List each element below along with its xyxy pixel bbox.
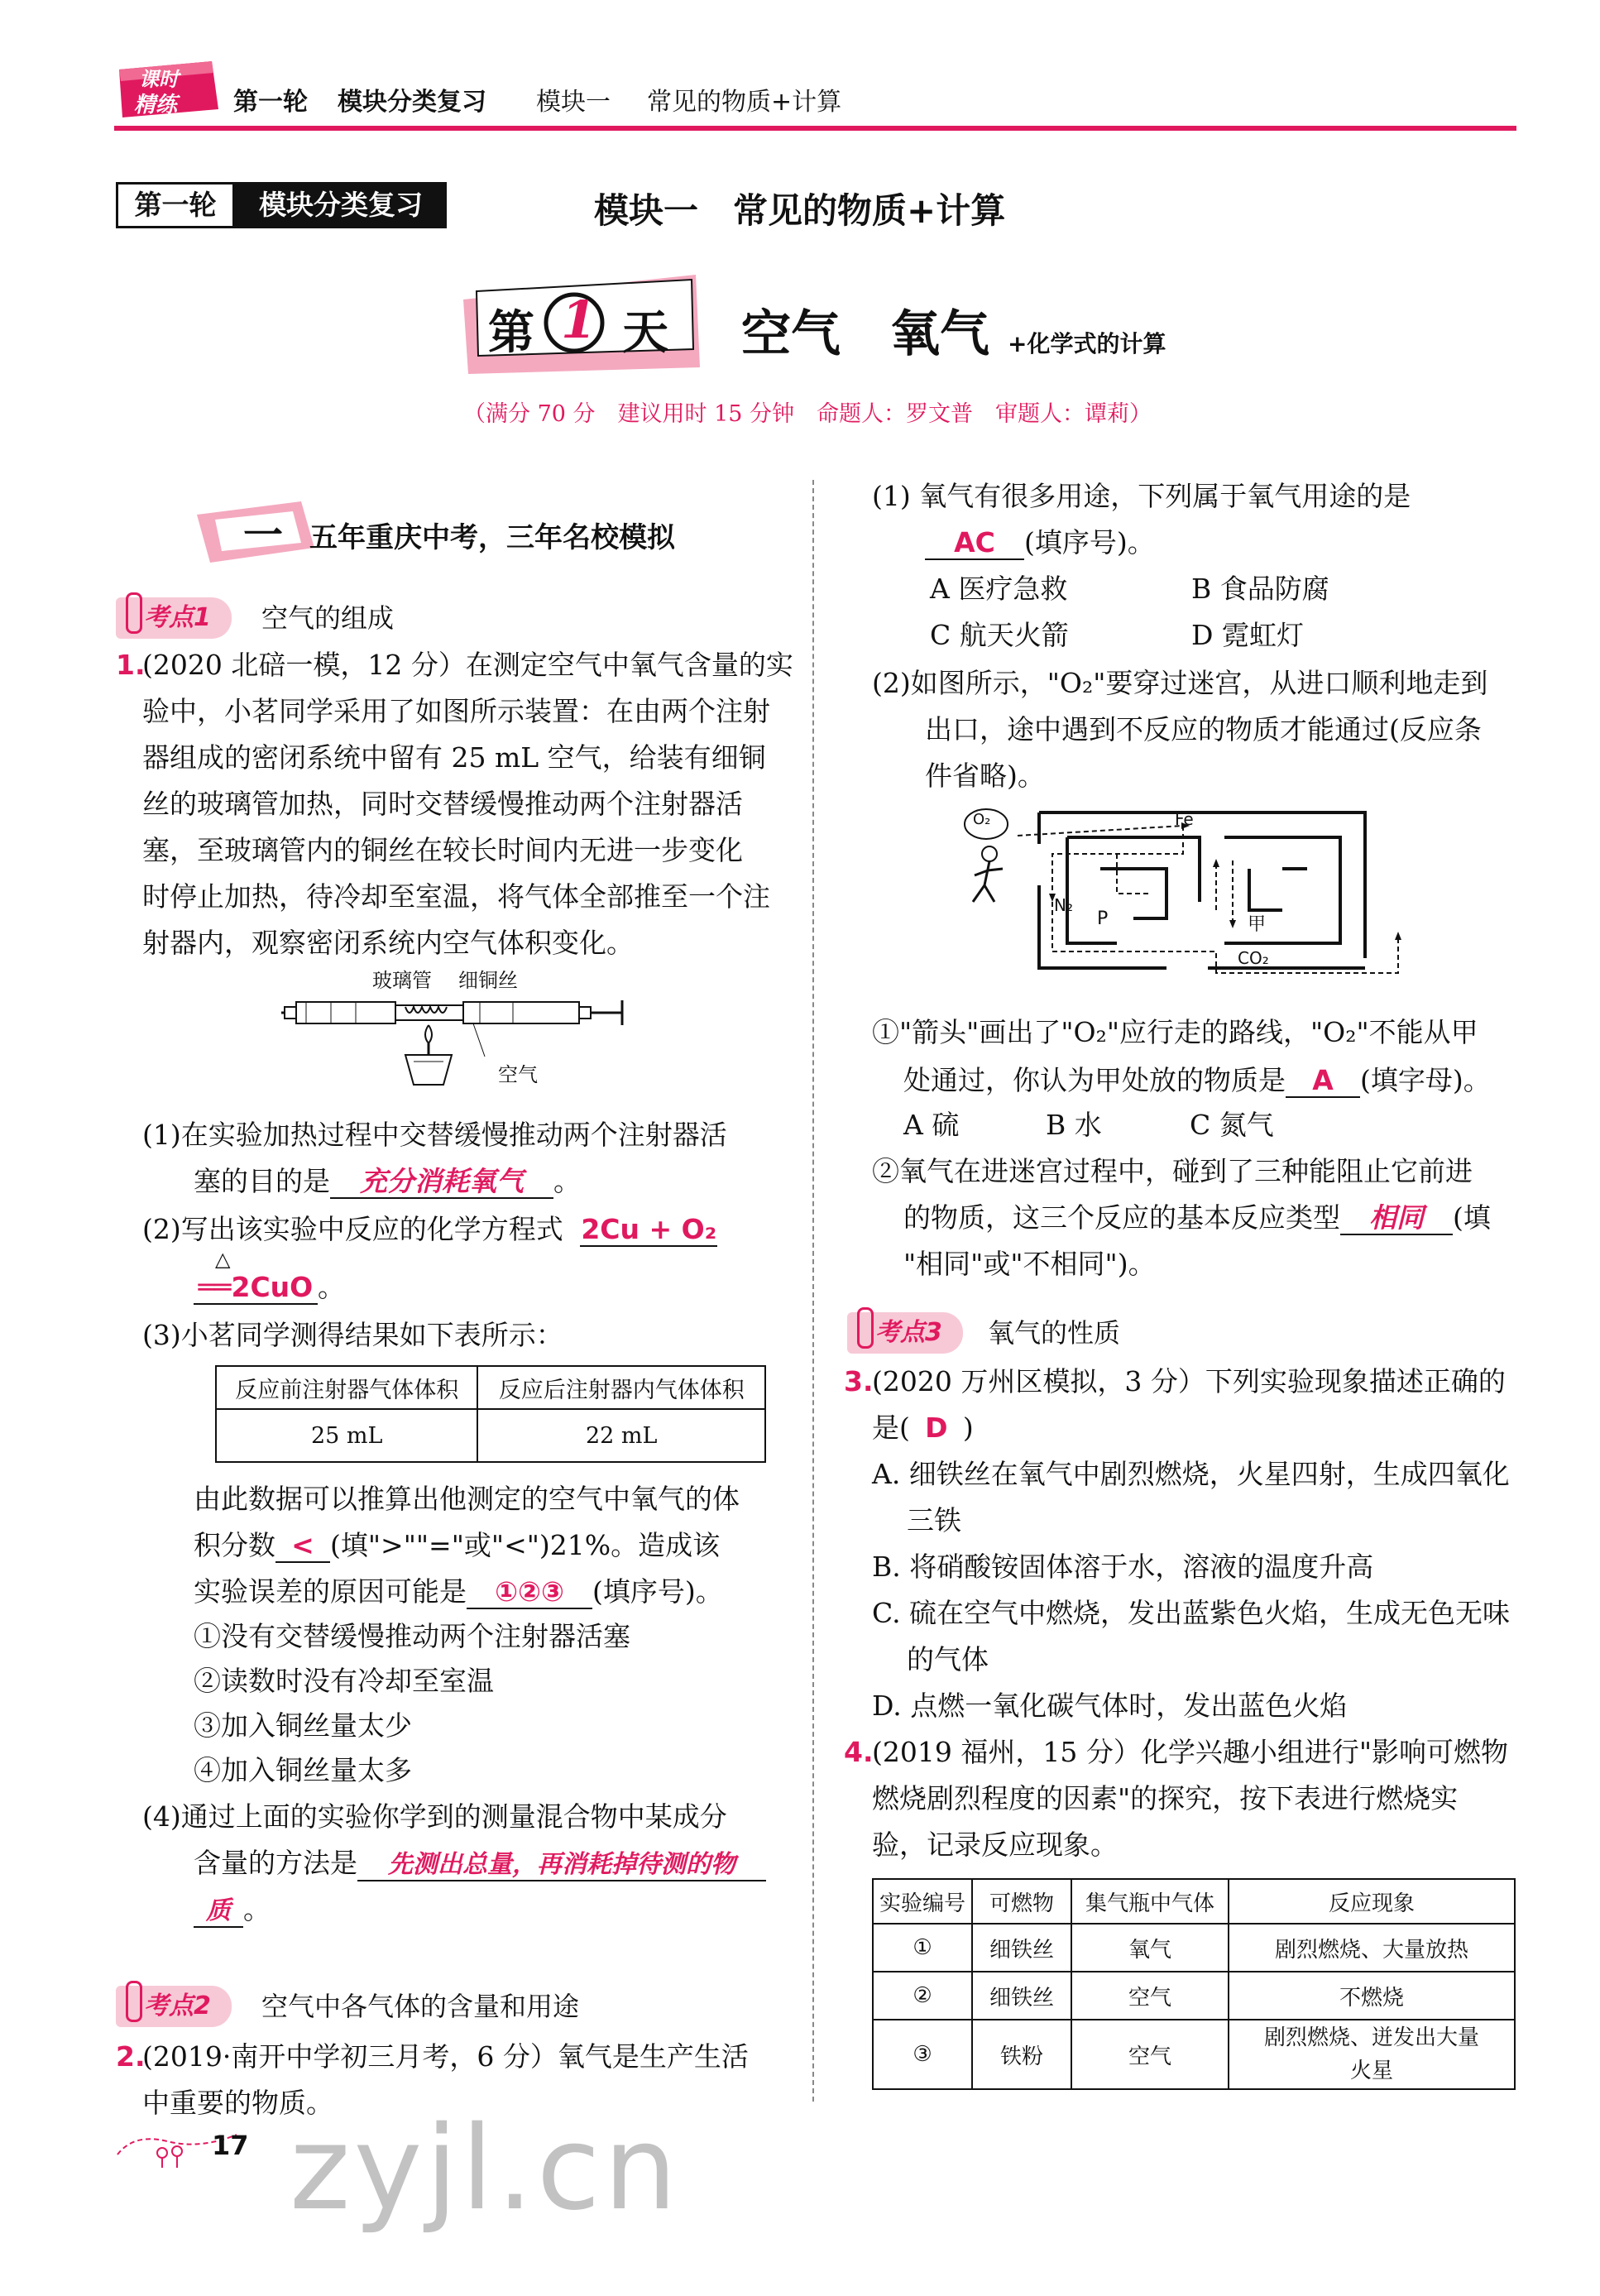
q2-sub2-line-3: "相同"或"不相同")。 (903, 1248, 1156, 1280)
q1-part1-answer: 充分消耗氧气 (330, 1166, 553, 1199)
logo-text-2: 精练 (134, 93, 178, 117)
kaodian-1-title: 空气的组成 (261, 602, 395, 634)
q1-part1-line-2 (194, 1160, 581, 1203)
q3-text-b: ) (962, 1412, 974, 1444)
table-header: 集气瓶中气体 (1071, 1879, 1229, 1924)
q1-part2-answer-1: 2Cu + O₂ (581, 1213, 717, 1245)
q1-part2-text: (2)写出该实验中反应的化学方程式 (142, 1213, 563, 1245)
q3-option: D. 点燃一氧化碳气体时，发出蓝色火焰 (872, 1690, 1348, 1722)
q1-part1-text: 塞的目的是 (194, 1165, 330, 1197)
q1-line-2: 验中，小茗同学采用了如图所示装置：在由两个注射 (142, 695, 770, 727)
q1-part2-answer-2: ══2CuO (194, 1272, 318, 1305)
label-air: 空气 (498, 1063, 538, 1086)
table-header: 实验编号 (873, 1879, 972, 1924)
q1-part1-period: 。 (553, 1165, 581, 1197)
kaodian-1-badge: 考点1 (116, 597, 232, 639)
q1-line-6: 时停止加热，待冷却至室温，将气体全部推至一个注 (142, 880, 770, 913)
table-header: 可燃物 (972, 1879, 1071, 1924)
q2-sub2-line-2 (903, 1196, 1491, 1239)
q1-part2-line-2 (194, 1266, 345, 1309)
q2-option: B 食品防腐 (1191, 573, 1329, 605)
header-module: 模块一 (536, 88, 611, 117)
kaodian-3-badge: 考点3 (847, 1312, 963, 1354)
maze-label-n2: N₂ (1054, 895, 1073, 915)
title-review: 模块分类复习 (259, 189, 423, 221)
table-row (873, 1924, 1515, 1972)
q1-part1-line-1: (1)在实验加热过程中交替缓慢推动两个注射器活 (142, 1119, 727, 1151)
q2-line-1: (2019·南开中学初三月考，6 分）氧气是生产生活 (142, 2040, 749, 2073)
q2-part2-line-3: 件省略)。 (925, 760, 1045, 792)
q2-sub2-answer: 相同 (1340, 1202, 1453, 1235)
q2-part1-line-1: (1) 氧气有很多用途，下列属于氧气用途的是 (872, 480, 1411, 512)
day-di: 第 (488, 305, 534, 360)
q1-line-1: (2020 北碚一模，12 分）在测定空气中氧气含量的实 (142, 649, 793, 681)
table-cell: ① (873, 1924, 972, 1972)
q1-part3-answer-b: ①②③ (467, 1576, 592, 1609)
kaodian-2-badge: 考点2 (116, 1986, 232, 2027)
q1-part2-line-1 (142, 1208, 717, 1251)
q2-sub1-option: A 硫 (903, 1109, 960, 1141)
q2-part1-text: (填序号)。 (1024, 526, 1155, 558)
table-header: 反应前注射器气体体积 (216, 1366, 477, 1409)
table-cell: 剧烈燃烧、迸发出大量火星 (1229, 2020, 1515, 2089)
q2-option: C 航天火箭 (930, 619, 1069, 651)
q2-number: 2. (116, 2040, 146, 2073)
q2-part2-line-2: 出口，途中遇到不反应的物质才能通过(反应条 (925, 713, 1482, 745)
table-cell: 空气 (1071, 1972, 1229, 2020)
q2-sub1-answer: A (1286, 1065, 1360, 1098)
q1-part4-line-3 (194, 1888, 271, 1931)
table-cell: 不燃烧 (1229, 1972, 1515, 2020)
q3-text-a: 是( (872, 1412, 910, 1444)
table-cell: 空气 (1071, 2020, 1229, 2089)
maze-label-co2: CO₂ (1238, 948, 1269, 968)
q2-sub1-text: 处通过，你认为甲处放的物质是 (903, 1064, 1286, 1096)
q1-part3-text-b: (填">""="或"<")21%。造成该 (330, 1529, 721, 1561)
q1-part4-text: 含量的方法是 (194, 1847, 357, 1879)
table-cell: ② (873, 1972, 972, 2020)
q1-line-7: 射器内，观察密闭系统内空气体积变化。 (142, 927, 634, 959)
maze-label-p: P (1097, 908, 1109, 929)
section-heading (194, 496, 723, 568)
q3-number: 3. (844, 1365, 874, 1397)
table-cell: 氧气 (1071, 1924, 1229, 1972)
q1-part3-text-c: 实验误差的原因可能是 (194, 1575, 467, 1608)
clip-icon (857, 1307, 874, 1349)
clip-icon (126, 1981, 142, 2022)
q1-part4-line-2 (194, 1842, 766, 1885)
day-num: 1 (561, 290, 597, 350)
q1-option: ①没有交替缓慢推动两个注射器活塞 (194, 1620, 630, 1652)
q3-option: B. 将硝酸铵固体溶于水，溶液的温度升高 (872, 1551, 1374, 1583)
maze-figure (951, 803, 1415, 983)
q4-experiment-table (872, 1878, 1516, 2090)
table-cell: 25 mL (216, 1409, 477, 1462)
title-round: 第一轮 (134, 189, 217, 221)
q3-option: C. 硫在空气中燃烧，发出蓝紫色火焰，生成无色无味 (872, 1597, 1511, 1629)
table-cell: ③ (873, 2020, 972, 2089)
q1-part4-period: 。 (243, 1893, 271, 1925)
q1-part3-line-1: 由此数据可以推算出他测定的空气中氧气的体 (194, 1483, 740, 1515)
q2-sub1-post: (填字母)。 (1360, 1064, 1491, 1096)
maze-label-o2: O₂ (973, 811, 991, 828)
q2-sub2-text: 的物质，这三个反应的基本反应类型 (903, 1201, 1340, 1234)
q1-part3-line-2 (194, 1524, 720, 1567)
table-header: 反应后注射器内气体体积 (477, 1366, 765, 1409)
kaodian-2-title: 空气中各气体的含量和用途 (261, 1991, 580, 2022)
q2-sub2-post: (填 (1453, 1201, 1491, 1234)
page-number: 17 (212, 2130, 249, 2161)
q2-sub2-line-1: ②氧气在进迷宫过程中，碰到了三种能阻止它前进 (872, 1155, 1473, 1187)
q2-part1-answer: AC (925, 527, 1024, 560)
table-row (873, 1972, 1515, 2020)
q4-line-1: (2019 福州，15 分）化学兴趣小组进行"影响可燃物 (872, 1736, 1509, 1768)
q3-line-1: (2020 万州区模拟，3 分）下列实验现象描述正确的 (872, 1365, 1506, 1397)
q3-option: 三铁 (907, 1504, 961, 1536)
q2-sub1-option: C 氮气 (1190, 1109, 1274, 1141)
header-topic: 常见的物质+计算 (647, 88, 842, 117)
column-divider (812, 480, 814, 2102)
q1-option: ③加入铜丝量太少 (194, 1709, 412, 1742)
q1-part3-line-3 (194, 1570, 723, 1613)
q2-part2-line-1: (2)如图所示，"O₂"要穿过迷宫，从进口顺利地走到 (872, 667, 1488, 699)
header-review: 模块分类复习 (338, 88, 486, 117)
q1-option: ②读数时没有冷却至室温 (194, 1665, 494, 1697)
title-round-box (116, 182, 235, 228)
label-tube: 玻璃管 (372, 969, 432, 992)
q2-part1-line-2 (925, 521, 1155, 564)
q1-part2-condition: △ (215, 1248, 231, 1271)
q4-line-2: 燃烧剧烈程度的因素"的探究，按下表进行燃烧实 (872, 1782, 1459, 1814)
q1-part4-answer-2: 质 (194, 1897, 243, 1928)
table-row (873, 2020, 1515, 2089)
q2-option: D 霓虹灯 (1191, 619, 1304, 651)
q1-part3-answer-a: < (275, 1530, 330, 1563)
maze-label-jia: 甲 (1248, 914, 1267, 935)
q4-line-3: 验，记录反应现象。 (872, 1829, 1118, 1861)
day-sub-title: +化学式的计算 (1008, 330, 1166, 357)
kaodian-3-title: 氧气的性质 (988, 1317, 1121, 1349)
table-cell: 细铁丝 (972, 1924, 1071, 1972)
q2-sub1-option: B 水 (1046, 1109, 1102, 1141)
q1-number: 1. (116, 649, 146, 681)
title-review-box (235, 182, 447, 228)
table-cell: 22 mL (477, 1409, 765, 1462)
q3-option: A. 细铁丝在氧气中剧烈燃烧，火星四射，生成四氧化 (872, 1458, 1510, 1490)
section-badge: 一 (243, 512, 284, 558)
table-cell: 剧烈燃烧、大量放热 (1229, 1924, 1515, 1972)
q2-line-2: 中重要的物质。 (142, 2087, 333, 2119)
q1-part2-period: 。 (318, 1271, 345, 1303)
q1-part3-intro: (3)小茗同学测得结果如下表所示： (142, 1319, 563, 1351)
q1-line-3: 器组成的密闭系统中留有 25 mL 空气，给装有细铜 (142, 741, 766, 774)
q3-answer: D (925, 1412, 948, 1444)
header-round: 第一轮 (233, 88, 308, 117)
q2-sub1-line-2 (903, 1059, 1491, 1102)
q2-option: A 医疗急救 (930, 573, 1068, 605)
header-rule (114, 126, 1516, 131)
syringe-apparatus-figure (281, 964, 629, 1096)
q1-line-5: 塞，至玻璃管内的铜丝在较长时间内无进一步变化 (142, 834, 743, 866)
clip-icon (126, 592, 142, 634)
header-logo (114, 58, 222, 122)
day-main-title: 空气 氧气 (741, 305, 989, 363)
maze-label-fe: Fe (1175, 809, 1194, 829)
watermark: zyjl.cn (290, 2102, 681, 2236)
section-title: 五年重庆中考，三年名校模拟 (309, 521, 675, 554)
q3-option: 的气体 (907, 1643, 989, 1675)
q1-option: ④加入铜丝量太多 (194, 1754, 412, 1786)
q1-part3-text-a: 积分数 (194, 1529, 275, 1561)
q1-part4-answer-1: 先测出总量，再消耗掉待测的物 (357, 1851, 766, 1881)
q1-line-4: 丝的玻璃管加热，同时交替缓慢推动两个注射器活 (142, 788, 743, 820)
day-banner (460, 270, 704, 377)
table-cell: 细铁丝 (972, 1972, 1071, 2020)
table-cell: 铁粉 (972, 2020, 1071, 2089)
q1-part3-text-d: (填序号)。 (592, 1575, 723, 1608)
q2-sub1-line-1: ①"箭头"画出了"O₂"应行走的路线，"O₂"不能从甲 (872, 1016, 1478, 1048)
q4-number: 4. (844, 1736, 874, 1768)
q1-part4-line-1: (4)通过上面的实验你学到的测量混合物中某成分 (142, 1800, 727, 1833)
module-title: 模块一 常见的物质+计算 (594, 190, 1006, 231)
logo-text-1: 课时 (139, 68, 179, 91)
table-header: 反应现象 (1229, 1879, 1515, 1924)
q1-result-table (215, 1365, 766, 1463)
day-tian: 天 (622, 305, 668, 360)
label-wire: 细铜丝 (458, 969, 518, 992)
info-line: （满分 70 分 建议用时 15 分钟 命题人：罗文普 审题人：谭莉） (463, 401, 1152, 427)
q3-line-2 (872, 1407, 974, 1450)
